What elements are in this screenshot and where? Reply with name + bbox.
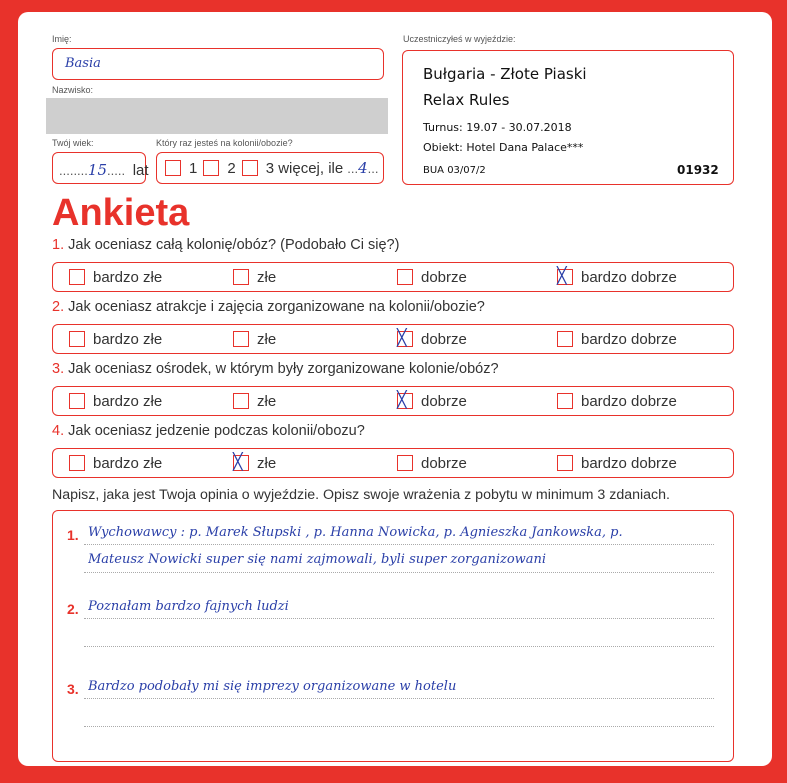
handwritten-answer-line: Poznałam bardzo fajnych ludzi — [88, 599, 289, 614]
times-1-label: 1 — [189, 159, 198, 177]
question-label: Jak oceniasz jedzenie podczas kolonii/obozu? — [68, 423, 365, 439]
age-dots-before: ........ — [59, 163, 88, 178]
participant-label: Uczestniczyłeś w wyjeździe: — [403, 34, 516, 44]
age-dots-after: ..... — [107, 163, 126, 178]
option-label: bardzo dobrze — [581, 392, 677, 410]
first-name-field[interactable] — [52, 48, 384, 80]
trip-name: Relax Rules — [423, 91, 510, 109]
option-label: złe — [257, 392, 277, 410]
option-checkbox[interactable] — [397, 269, 413, 285]
last-name-redaction — [46, 98, 388, 134]
option-4[interactable] — [557, 453, 677, 473]
opinion-box[interactable] — [52, 510, 734, 762]
ruled-line — [84, 618, 714, 619]
trip-number: 01932 — [677, 163, 719, 177]
option-label: dobrze — [421, 392, 467, 410]
option-4[interactable] — [557, 267, 677, 287]
option-label: bardzo złe — [93, 268, 163, 286]
option-checkbox[interactable] — [397, 393, 413, 409]
option-label: dobrze — [421, 454, 467, 472]
age-field[interactable] — [52, 152, 149, 184]
question-4-text — [52, 423, 365, 439]
trip-destination: Bułgaria - Złote Piaski — [423, 65, 587, 83]
option-checkbox[interactable] — [69, 269, 85, 285]
ruled-line — [84, 646, 714, 647]
option-3[interactable] — [397, 453, 467, 473]
question-4-options — [52, 448, 734, 478]
option-2[interactable] — [233, 329, 276, 349]
option-4[interactable] — [557, 391, 677, 411]
times-1-checkbox[interactable] — [165, 160, 181, 176]
answer-number: 3. — [67, 681, 79, 697]
ruled-line — [84, 726, 714, 727]
age-value: 15 — [87, 161, 107, 179]
question-number: 1. — [52, 237, 65, 253]
option-1[interactable] — [69, 267, 162, 287]
option-1[interactable] — [69, 453, 162, 473]
option-3[interactable] — [397, 391, 467, 411]
question-1-options — [52, 262, 734, 292]
question-3-options — [52, 386, 734, 416]
ruled-line — [84, 698, 714, 699]
option-checkbox[interactable] — [557, 393, 573, 409]
times-dots: ... — [347, 160, 359, 176]
option-1[interactable] — [69, 329, 162, 349]
option-3[interactable] — [397, 267, 467, 287]
question-3-text — [52, 361, 499, 377]
trip-obiekt: Obiekt: Hotel Dana Palace*** — [423, 141, 584, 154]
option-2[interactable] — [233, 453, 276, 473]
age-unit: lat — [132, 162, 149, 179]
question-number: 3. — [52, 361, 65, 377]
trip-turnus: Turnus: 19.07 - 30.07.2018 — [423, 121, 572, 134]
handwritten-answer-line: Mateusz Nowicki super się nami zajmowali, byli super zorganizowani — [88, 552, 547, 567]
option-1[interactable] — [69, 391, 162, 411]
trip-code: BUA 03/07/2 — [423, 165, 486, 176]
option-checkbox[interactable] — [233, 269, 249, 285]
option-checkbox[interactable] — [69, 393, 85, 409]
option-label: bardzo dobrze — [581, 330, 677, 348]
option-label: złe — [257, 330, 277, 348]
option-label: bardzo złe — [93, 330, 163, 348]
question-number: 2. — [52, 299, 65, 315]
times-dots-after: ... — [367, 160, 379, 176]
option-checkbox[interactable] — [557, 455, 573, 471]
option-label: bardzo złe — [93, 454, 163, 472]
age-label: Twój wiek: — [52, 138, 94, 148]
page-title: Ankieta — [52, 192, 190, 234]
first-name-value: Basia — [65, 56, 101, 71]
option-checkbox[interactable] — [397, 455, 413, 471]
question-2-options — [52, 324, 734, 354]
ruled-line — [84, 572, 714, 573]
answer-number: 2. — [67, 601, 79, 617]
answer-number: 1. — [67, 527, 79, 543]
question-label: Jak oceniasz całą kolonię/obóz? (Podobało Ci się?) — [68, 237, 400, 253]
option-checkbox[interactable] — [233, 455, 249, 471]
times-label: Który raz jesteś na kolonii/obozie? — [156, 138, 293, 148]
option-label: bardzo dobrze — [581, 268, 677, 286]
option-label: złe — [257, 268, 277, 286]
option-label: bardzo złe — [93, 392, 163, 410]
times-2-checkbox[interactable] — [203, 160, 219, 176]
last-name-label: Nazwisko: — [52, 85, 94, 95]
option-checkbox[interactable] — [233, 331, 249, 347]
times-2-label: 2 — [227, 159, 236, 177]
ruled-line — [84, 544, 714, 545]
question-label: Jak oceniasz ośrodek, w którym były zorganizowane kolonie/obóz? — [68, 361, 499, 377]
trip-info-box — [402, 50, 734, 185]
handwritten-answer-line: Wychowawcy : p. Marek Słupski , p. Hanna Nowicka, p. Agnieszka Jankowska, p. — [88, 525, 623, 540]
question-number: 4. — [52, 423, 65, 439]
question-2-text — [52, 299, 485, 315]
option-checkbox[interactable] — [557, 269, 573, 285]
first-name-label: Imię: — [52, 34, 72, 44]
option-label: dobrze — [421, 268, 467, 286]
option-label: bardzo dobrze — [581, 454, 677, 472]
option-checkbox[interactable] — [397, 331, 413, 347]
option-checkbox[interactable] — [557, 331, 573, 347]
option-4[interactable] — [557, 329, 677, 349]
times-3-checkbox[interactable] — [242, 160, 258, 176]
option-checkbox[interactable] — [69, 455, 85, 471]
option-2[interactable] — [233, 267, 276, 287]
option-3[interactable] — [397, 329, 467, 349]
question-label: Jak oceniasz atrakcje i zajęcia zorganizowane na kolonii/obozie? — [68, 299, 485, 315]
times-field — [156, 152, 384, 184]
option-label: dobrze — [421, 330, 467, 348]
handwritten-answer-line: Bardzo podobały mi się imprezy organizowane w hotelu — [88, 679, 457, 694]
question-1-text — [52, 237, 399, 253]
times-count: 4 — [358, 159, 368, 177]
option-checkbox[interactable] — [233, 393, 249, 409]
option-label: złe — [257, 454, 277, 472]
option-checkbox[interactable] — [69, 331, 85, 347]
times-3-label: 3 więcej, ile — [265, 159, 344, 177]
opinion-prompt: Napisz, jaka jest Twoja opinia o wyjeździe. Opisz swoje wrażenia z pobytu w minimum 3 zdaniach. — [52, 487, 670, 503]
option-2[interactable] — [233, 391, 276, 411]
